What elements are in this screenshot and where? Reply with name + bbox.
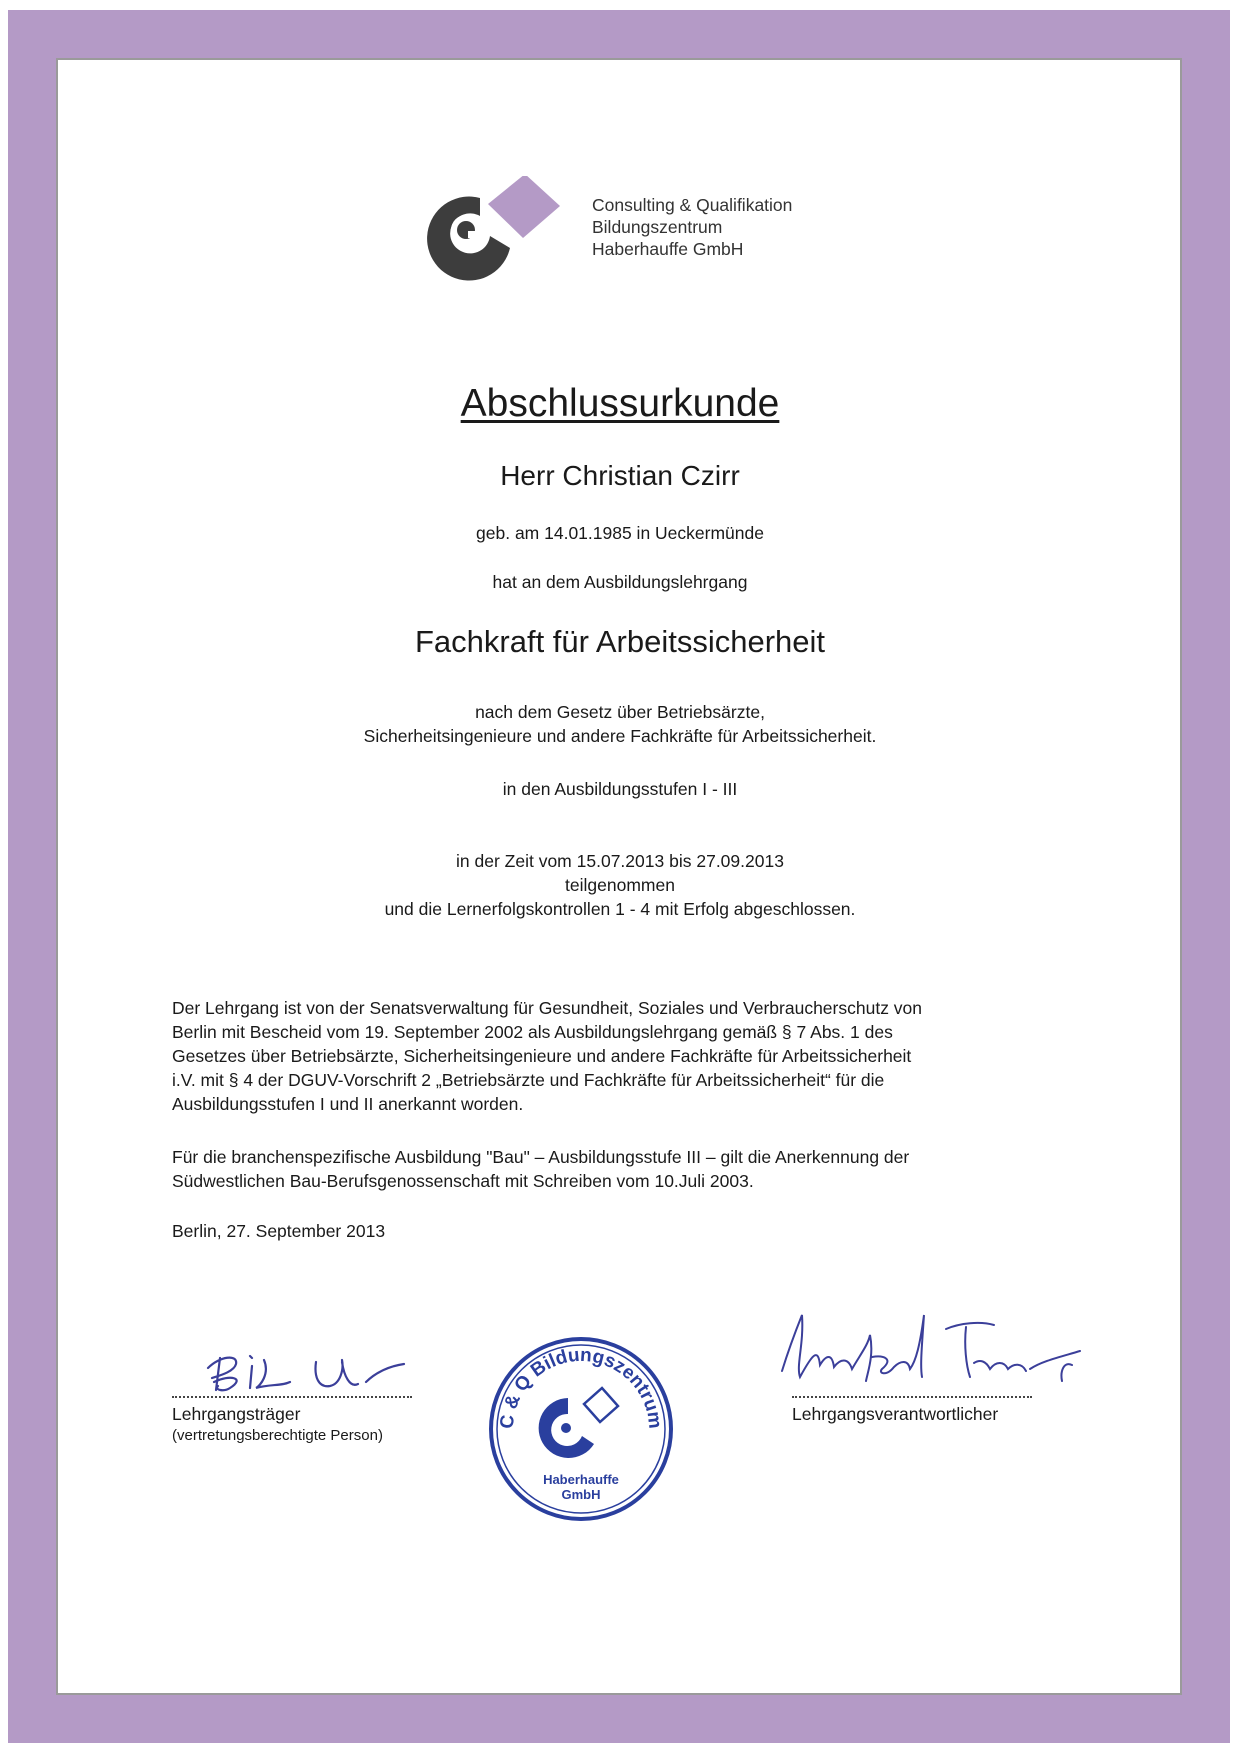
birth-info: geb. am 14.01.1985 in Ueckermünde — [476, 523, 764, 543]
period-mid: bis — [669, 851, 692, 871]
cq-logo — [410, 176, 560, 286]
signature-left-line — [172, 1396, 412, 1398]
date-from: 15.07.2013 — [576, 851, 665, 871]
signature-right — [792, 1340, 1052, 1425]
course-title: Fachkraft für Arbeitssicherheit — [414, 624, 826, 659]
participated-text: teilgenommen — [565, 875, 675, 895]
para2-line2: Südwestlichen Bau-Berufsgenossenschaft mit Schreiben vom 10.Juli 2003. — [172, 1171, 754, 1191]
certificate-title: Abschlussurkunde — [460, 382, 780, 425]
logo-q-tail — [468, 231, 478, 238]
company-line2: Bildungszentrum — [592, 217, 723, 237]
stamp-diamond — [584, 1388, 618, 1422]
intro-text: hat an dem Ausbildungslehrgang — [492, 572, 748, 592]
stamp-line1: Haberhauffe — [543, 1472, 619, 1487]
recipient-name: Herr Christian Czirr — [500, 460, 740, 491]
period-line — [0, 849, 1240, 873]
para1-line1: Der Lehrgang ist von der Senatsverwaltung für Gesundheit, Soziales und Verbraucherschutz von — [172, 998, 923, 1018]
para2-line1: Für die branchenspezifische Ausbildung "Bau" – Ausbildungsstufe III – gilt die Anerkennung der — [172, 1147, 910, 1167]
signature-left-role: Lehrgangsträger — [172, 1404, 301, 1424]
law-text — [0, 700, 1240, 748]
para1-line5: Ausbildungsstufen I und II anerkannt worden. — [172, 1094, 524, 1114]
levels-text: in den Ausbildungsstufen I - III — [502, 779, 738, 799]
law-line2: Sicherheitsingenieure und andere Fachkräfte für Arbeitssicherheit. — [363, 726, 877, 746]
stamp-ring-text: C & Q Bildungszentrum — [496, 1344, 666, 1430]
result-text: und die Lernerfolgskontrollen 1 - 4 mit Erfolg abgeschlossen. — [384, 899, 856, 919]
company-line1: Consulting & Qualifikation — [592, 195, 793, 215]
company-line3: Haberhauffe GmbH — [592, 239, 744, 259]
para1-line3: Gesetzes über Betriebsärzte, Sicherheitsingenieure und andere Fachkräfte für Arbeitssicherheit — [172, 1046, 912, 1066]
para1-line4: i.V. mit § 4 der DGUV-Vorschrift 2 „Betriebsärzte und Fachkräfte für Arbeitssicherheit“ für die — [172, 1070, 885, 1090]
company-block — [592, 194, 792, 260]
logo-diamond — [488, 176, 560, 238]
recognition-paragraph-2 — [172, 1145, 1072, 1193]
signature-right-line — [792, 1396, 1032, 1398]
stamp-line2: GmbH — [561, 1487, 601, 1502]
signature-left-sub: (vertretungsberechtigte Person) — [172, 1427, 383, 1444]
period-prefix: in der Zeit vom — [456, 851, 572, 871]
law-line1: nach dem Gesetz über Betriebsärzte, — [475, 702, 765, 722]
recognition-paragraph-1 — [172, 996, 1072, 1116]
signature-right-role: Lehrgangsverantwortlicher — [792, 1404, 999, 1424]
place-date: Berlin, 27. September 2013 — [172, 1221, 386, 1241]
period-block — [0, 849, 1240, 921]
signature-left — [172, 1334, 432, 1444]
company-stamp — [486, 1334, 676, 1524]
para1-line2: Berlin mit Bescheid vom 19. September 2002 als Ausbildungslehrgang gemäß § 7 Abs. 1 des — [172, 1022, 893, 1042]
date-to: 27.09.2013 — [696, 851, 784, 871]
